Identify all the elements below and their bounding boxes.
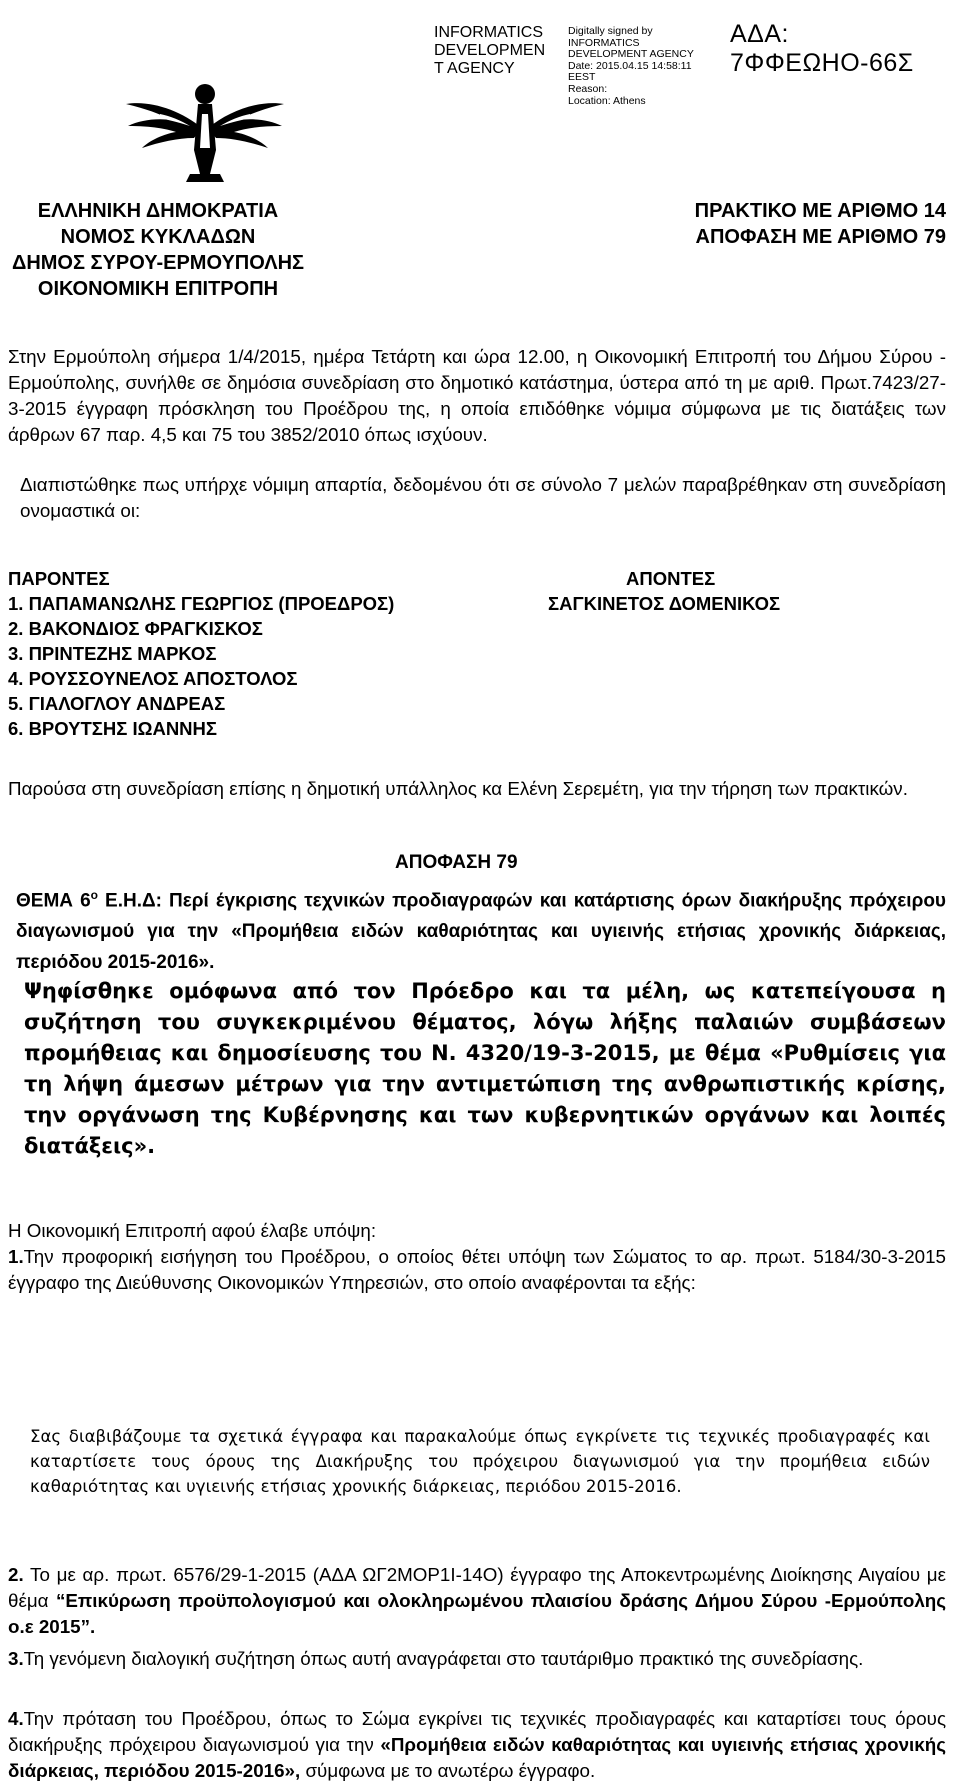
decision-number: ΑΠΟΦΑΣΗ ΜΕ ΑΡΙΘΜΟ 79 <box>695 226 946 248</box>
considered-item-1 <box>8 1244 946 1296</box>
signature-detail-line: DEVELOPMENT AGENCY <box>568 48 694 61</box>
signature-detail-line: Location: Athens <box>568 94 646 107</box>
list-item: 2. ΒΑΚΟΝΔΙΟΣ ΦΡΑΓΚΙΣΚΟΣ <box>8 618 263 639</box>
signature-detail-line: EEST <box>568 71 596 84</box>
quoted-letter: Σας διαβιβάζουμε τα σχετικά έγγραφα και παρακαλούμε όπως εγκρίνετε τις τεχνικές προδιαγραφές και καταρτίσετε τους όρους της Διακήρυξης του πρόχειρου διαγωνισμού για την προμήθεια ειδών καθαριότητας και υγιεινής ετήσιας χρονικής διάρκειας, περιόδου 2015-2016. <box>30 1427 930 1496</box>
authority-line: ΕΛΛΗΝΙΚΗ ΔΗΜΟΚΡΑΤΙΑ <box>37 200 279 222</box>
list-item: 5. ΓΙΑΛΟΓΛΟΥ ΑΝΔΡΕΑΣ <box>8 693 226 714</box>
record-block <box>590 198 946 250</box>
signature-name-line: T AGENCY <box>434 60 515 77</box>
intro-paragraph: Στην Ερμούπολη σήμερα 1/4/2015, ημέρα Τετάρτη και ώρα 12.00, η Οικονομική Επιτροπή του Δήμου Σύρου - Ερμούπολης, συνήλθε σε δημόσια συνεδρίαση στο δημοτικό κατάστημα, ύστερα από τη με αριθ. Πρωτ.7423/27-3-2015 έγγραφη πρόσκληση του Προέδρου της, η οποία επιδόθηκε νόμιμα σύμφωνα με τις διατάξεις των άρθρων 67 παρ. 4,5 και 75 του 3852/2010 όπως ισχύουν. <box>8 346 946 445</box>
absent-list <box>548 566 780 616</box>
list-item: ΣΑΓΚΙΝΕΤΟΣ ΔΟΜΕΝΙΚΟΣ <box>548 593 781 614</box>
list-item: 3. ΠΡΙΝΤΕΖΗΣ ΜΑΡΚΟΣ <box>8 643 217 664</box>
signature-name <box>434 24 545 78</box>
present-label: ΠΑΡΟΝΤΕΣ <box>8 568 110 589</box>
list-item: 6. ΒΡΟΥΤΣΗΣ ΙΩΑΝΝΗΣ <box>8 718 218 739</box>
considered-intro: Η Οικονομική Επιτροπή αφού έλαβε υπόψη: <box>8 1220 377 1241</box>
item-tail-text: σύμφωνα με το ανωτέρω έγγραφο. <box>300 1760 596 1781</box>
authority-block <box>8 198 308 302</box>
item-bold-text: «Προμήθεια ειδών καθαριότητας και υγιεινής ετήσιας χρονικής διάρκειας, περιόδου 2015-2016», <box>8 1734 946 1781</box>
item-text: Το με αρ. πρωτ. 6576/29-1-2015 (ΑΔΑ ΩΓ2ΜΟΡ1Ι-14Ο) έγγραφο της Αποκεντρωμένης Διοίκησης Αιγαίου με θέμα <box>8 1564 946 1611</box>
thema-prefix: ΘΕΜΑ 6 <box>16 890 91 912</box>
signature-name-line: DEVELOPMEN <box>434 42 546 59</box>
item-number: 3. <box>8 1648 24 1669</box>
item-number: 4. <box>8 1708 24 1729</box>
present-list <box>8 566 394 741</box>
signature-detail-line: Reason: <box>568 82 608 95</box>
hermes-emblem-icon <box>120 70 290 188</box>
quorum-paragraph: Διαπιστώθηκε πως υπήρχε νόμιμη απαρτία, δεδομένου ότι σε σύνολο 7 μελών παραβρέθηκαν στη συνεδρίαση ονομαστικά οι: <box>20 474 946 521</box>
absent-label: ΑΠΟΝΤΕΣ <box>626 568 716 589</box>
signature-detail-line: INFORMATICS <box>568 36 640 49</box>
decision-title: ΑΠΟΦΑΣΗ 79 <box>395 852 518 873</box>
clerk-paragraph: Παρούσα στη συνεδρίαση επίσης η δημοτική υπάλληλος κα Ελένη Σερεμέτη, για την τήρηση των πρακτικών. <box>8 778 908 799</box>
item-text: Τη γενόμενη διαλογική συζήτηση όπως αυτή αναγράφεται στο ταυτάριθμο πρακτικό της συνεδρίασης. <box>23 1648 864 1669</box>
thema-text: Ε.Η.Δ: Περί έγκρισης τεχνικών προδιαγραφών και κατάρτισης όρων διακήρυξης πρόχειρου διαγωνισμού για την «Προμήθεια ειδών καθαριότητας και υγιεινής ετήσιας χρονικής διάρκειας, περιόδου 2015-2016». <box>16 890 946 974</box>
list-item: 1. ΠΑΠΑΜΑΝΩΛΗΣ ΓΕΩΡΓΙΟΣ (ΠΡΟΕΔΡΟΣ) <box>8 593 395 614</box>
item-number: 1. <box>8 1246 24 1267</box>
authority-line: ΟΙΚΟΝΟΜΙΚΗ ΕΠΙΤΡΟΠΗ <box>37 278 279 300</box>
item-text: Την πρόταση του Προέδρου, όπως το Σώμα εγκρίνει τις τεχνικές προδιαγραφές και καταρτίσει τους όρους διακήρυξης πρόχειρου διαγωνισμού για την <box>8 1708 946 1755</box>
thema-sup: ο <box>90 888 98 902</box>
signature-details <box>568 26 694 107</box>
signature-detail-line: Date: 2015.04.15 14:58:11 <box>568 59 692 72</box>
considered-item-4 <box>8 1706 946 1784</box>
authority-line: ΔΗΜΟΣ ΣΥΡΟΥ-ΕΡΜΟΥΠΟΛΗΣ <box>11 252 305 274</box>
thema-paragraph <box>16 880 946 978</box>
voted-paragraph: Ψηφίσθηκε ομόφωνα από τον Πρόεδρο και τα μέλη, ως κατεπείγουσα η συζήτηση του συγκεκριμένου θέματος, λόγω λήξης παλαιών συμβάσεων προμήθειας και δημοσίευσης του Ν. 4320/19-3-2015, με θέμα «Ρυθμίσεις για τη λήψη άμεσων μέτρων για την αντιμετώπιση της ανθρωπιστικής κρίσης, την οργάνωση της Κυβέρνησης και των κυβερνητικών οργάνων και λοιπές διατάξεις». <box>24 979 946 1158</box>
item-number: 2. <box>8 1564 24 1585</box>
list-item: 4. ΡΟΥΣΣΟΥΝΕΛΟΣ ΑΠΟΣΤΟΛΟΣ <box>8 668 298 689</box>
item-text: Την προφορική εισήγηση του Προέδρου, ο οποίος θέτει υπόψη των Σώματος το αρ. πρωτ. 5184/30-3-2015 έγγραφο της Διεύθυνσης Οικονομικών Υπηρεσιών, στο οποίο αναφέρονται τα εξής: <box>8 1246 946 1293</box>
considered-item-3 <box>8 1646 946 1672</box>
considered-item-2 <box>8 1562 946 1640</box>
signature-detail-line: Digitally signed by <box>568 25 653 37</box>
record-number: ΠΡΑΚΤΙΚΟ ΜΕ ΑΡΙΘΜΟ 14 <box>694 200 946 222</box>
ada-code: ΑΔΑ: 7ΦΦΕΩΗΟ-66Σ <box>730 20 914 77</box>
item-bold-text: “Επικύρωση προϋπολογισμού και ολοκληρωμένου πλαισίου δράσης Δήμου Σύρου -Ερμούπολης ο.ε 2015”. <box>8 1590 946 1637</box>
authority-line: ΝΟΜΟΣ ΚΥΚΛΑΔΩΝ <box>60 226 256 248</box>
signature-name-line: INFORMATICS <box>434 24 544 41</box>
